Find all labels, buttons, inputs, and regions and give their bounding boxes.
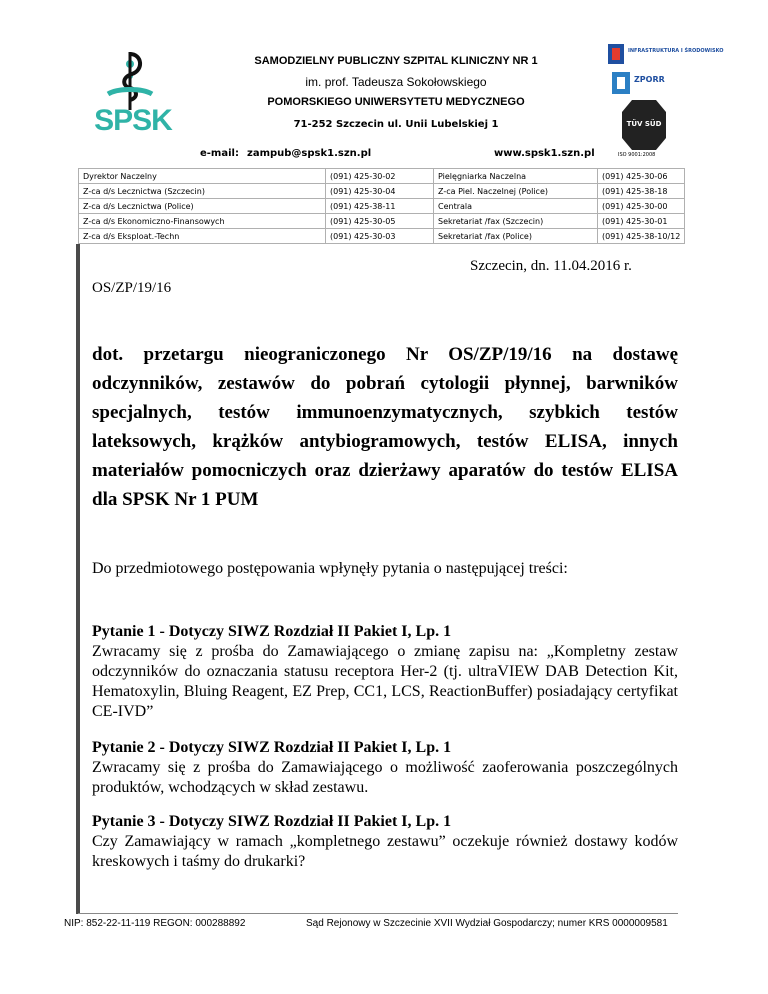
tuv-logo-text: TÜV SÜD bbox=[626, 120, 662, 128]
directory-phone: (091) 425-30-03 bbox=[326, 229, 434, 244]
zporr-logo-text: ZPORR bbox=[634, 75, 665, 84]
patron-name: im. prof. Tadeusza Sokołowskiego bbox=[305, 75, 487, 89]
phone-directory bbox=[78, 168, 685, 244]
directory-label: Z-ca d/s Eksploat.-Techn bbox=[79, 229, 326, 244]
footer-divider bbox=[78, 913, 678, 914]
address: 71-252 Szczecin ul. Unii Lubelskiej 1 bbox=[293, 119, 499, 130]
question-3 bbox=[92, 812, 678, 872]
question-body: Czy Zamawiający w ramach „kompletnego zestawu” oczekuje również dostawy kodów kreskowych i taśmy do drukarki? bbox=[92, 833, 678, 870]
letter-subject: dot. przetargu nieograniczonego Nr OS/ZP/19/16 na dostawę odczynników, zestawów do pobrań cytologii płynnej, barwników specjalnych, testów immunoenzymatycznych, szybkich testów lateksowych, krążków antybiogramowych, testów ELISA, innych materiałów pomocniczych oraz dzierżawy aparatów do testów ELISA dla SPSK Nr 1 PUM bbox=[92, 344, 678, 510]
question-1 bbox=[92, 622, 678, 722]
directory-phone: (091) 425-30-01 bbox=[598, 214, 685, 229]
footer-court-registry: Sąd Rejonowy w Szczecinie XVII Wydział Gospodarczy; numer KRS 0000009581 bbox=[306, 918, 668, 929]
directory-label: Z-ca Piel. Naczelnej (Police) bbox=[434, 184, 598, 199]
eu-logo-text: INFRASTRUKTURA I ŚRODOWISKO bbox=[628, 48, 724, 54]
directory-phone: (091) 425-38-10/12 bbox=[598, 229, 685, 244]
directory-label: Z-ca d/s Ekonomiczno-Finansowych bbox=[79, 214, 326, 229]
directory-label: Sekretariat /fax (Police) bbox=[434, 229, 598, 244]
directory-phone: (091) 425-30-04 bbox=[326, 184, 434, 199]
directory-label: Z-ca d/s Lecznictwa (Szczecin) bbox=[79, 184, 326, 199]
logo-text: SPSK bbox=[94, 104, 172, 137]
directory-phone: (091) 425-30-06 bbox=[598, 169, 685, 184]
email-label: e-mail: bbox=[200, 148, 239, 159]
letter-date: Szczecin, dn. 11.04.2016 r. bbox=[470, 258, 632, 274]
directory-phone: (091) 425-30-00 bbox=[598, 199, 685, 214]
directory-phone: (091) 425-30-02 bbox=[326, 169, 434, 184]
directory-phone: (091) 425-38-18 bbox=[598, 184, 685, 199]
directory-row bbox=[79, 169, 685, 184]
directory-row bbox=[79, 229, 685, 244]
hospital-logo bbox=[78, 46, 188, 146]
question-body: Zwracamy się z prośba do Zamawiającego o możliwość zaoferowania poszczególnych produktów, wchodzących w skład zestawu. bbox=[92, 759, 678, 796]
left-margin-bar bbox=[76, 244, 80, 914]
directory-row bbox=[79, 184, 685, 199]
email-address[interactable]: zampub@spsk1.szn.pl bbox=[247, 148, 372, 159]
directory-label: Centrala bbox=[434, 199, 598, 214]
directory-label: Z-ca d/s Lecznictwa (Police) bbox=[79, 199, 326, 214]
hospital-name: SAMODZIELNY PUBLICZNY SZPITAL KLINICZNY NR 1 bbox=[254, 55, 538, 67]
question-2 bbox=[92, 738, 678, 798]
university-name: POMORSKIEGO UNIWERSYTETU MEDYCZNEGO bbox=[267, 96, 525, 108]
tuv-certificate-icon bbox=[620, 98, 668, 152]
iso-label: ISO 9001:2008 bbox=[618, 152, 656, 158]
directory-row bbox=[79, 214, 685, 229]
directory-label: Pielęgniarka Naczelna bbox=[434, 169, 598, 184]
letter-reference: OS/ZP/19/16 bbox=[92, 280, 172, 296]
question-heading: Pytanie 1 - Dotyczy SIWZ Rozdział II Pakiet I, Lp. 1 bbox=[92, 623, 452, 640]
directory-phone: (091) 425-38-11 bbox=[326, 199, 434, 214]
zporr-logo bbox=[612, 70, 708, 96]
footer-tax-ids: NIP: 852-22-11-119 REGON: 000288892 bbox=[64, 918, 246, 929]
question-heading: Pytanie 3 - Dotyczy SIWZ Rozdział II Pakiet I, Lp. 1 bbox=[92, 813, 452, 830]
directory-phone: (091) 425-30-05 bbox=[326, 214, 434, 229]
directory-label: Sekretariat /fax (Szczecin) bbox=[434, 214, 598, 229]
question-body: Zwracamy się z prośba do Zamawiającego o zmianę zapisu na: „Kompletny zestaw odczynników do oznaczania statusu receptora Her-2 (tj. ultraVIEW DAB Detection Kit, Hematoxylin, Bluing Reagent, EZ Prep, CC1, LCS, ReactionBuffer) posiadający certyfikat CE-IVD” bbox=[92, 643, 678, 720]
directory-label: Dyrektor Naczelny bbox=[79, 169, 326, 184]
letter-intro: Do przedmiotowego postępowania wpłynęły pytania o następującej treści: bbox=[92, 560, 568, 577]
eu-infrastructure-logo bbox=[608, 42, 724, 66]
directory-row bbox=[79, 199, 685, 214]
website-link[interactable]: www.spsk1.szn.pl bbox=[494, 148, 595, 159]
question-heading: Pytanie 2 - Dotyczy SIWZ Rozdział II Pakiet I, Lp. 1 bbox=[92, 739, 452, 756]
